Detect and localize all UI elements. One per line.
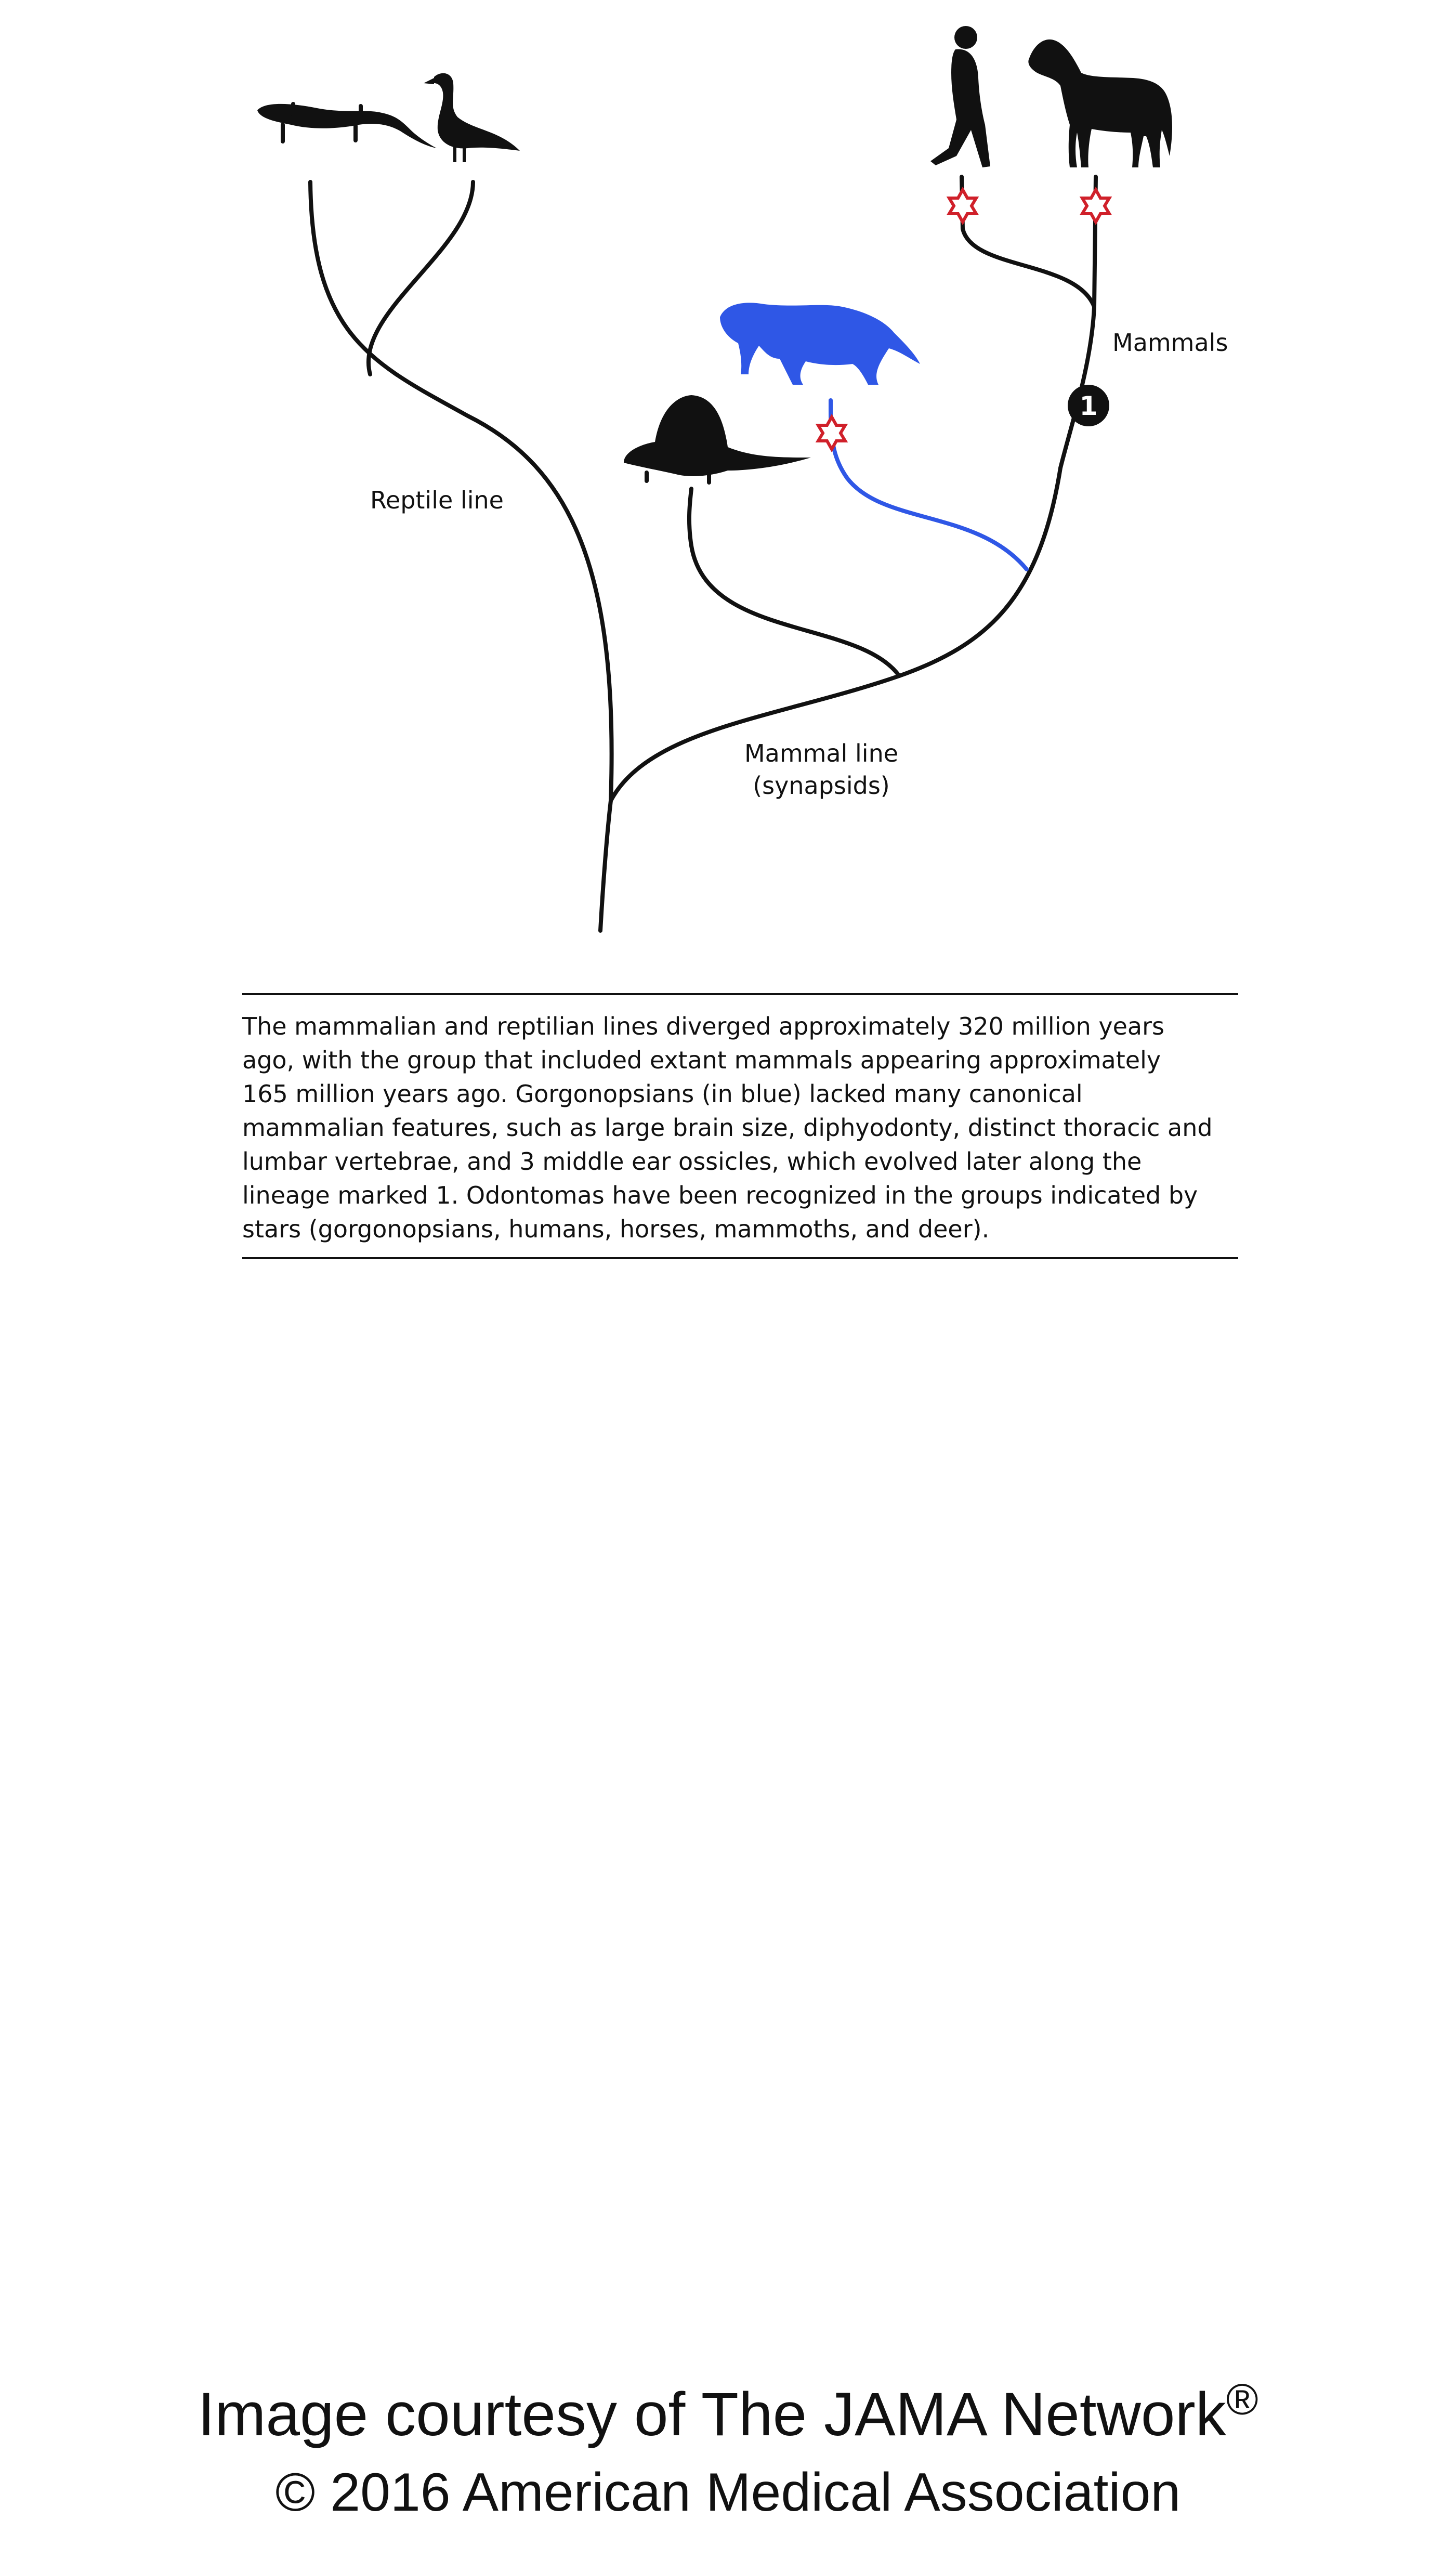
phylogenetic-tree [0,0,1456,962]
lineage-node-label: 1 [1079,391,1098,421]
star-icon [949,190,976,222]
synapsids-label: (synapsids) [753,772,890,800]
root-branch [600,801,611,931]
gorgonopsian-icon [720,303,920,385]
mammal-line-label: Mammal line [744,739,899,767]
copyright-line: © 2016 American Medical Association [275,2462,1181,2523]
caption-top-rule [242,993,1238,995]
mammal-line-branch [611,307,1094,801]
star-icon [1082,190,1109,222]
star-icon [818,417,845,449]
human-branch [962,177,1094,307]
image-credit [0,2360,1456,2531]
registered-mark: ® [1226,2375,1258,2424]
lizard-icon [257,102,437,148]
credit-text: Image courtesy of The JAMA Network [198,2380,1226,2449]
mammals-label: Mammals [1112,329,1228,357]
human-icon [930,26,990,167]
gorgonopsian-branch [831,400,1027,569]
reptile-line-label: Reptile line [370,486,504,514]
credit-line-1 [0,2360,1456,2453]
dimetrodon-icon [624,395,811,485]
dimetrodon-branch [689,489,899,676]
horse-icon [1028,40,1172,167]
bird-branch [369,182,473,374]
bird-icon [424,73,520,162]
caption-text: The mammalian and reptilian lines diverged approximately 320 million years ago, with the group that included extant mammals appearing approximately 165 million years ago. Gorgonopsians (in blue) lacked many canonical mammalian features, such as large brain size, diphyodonty, distinct thoracic and lumbar vertebrae, and 3 middle ear ossicles, which evolved later along the lineage marked 1. Odontomas have been recognized in the groups indicated by stars (gorgonopsians, humans, horses, mammoths, and deer). [242,1012,1213,1243]
figure-caption [242,993,1238,1259]
caption-bottom-rule [242,1257,1238,1259]
